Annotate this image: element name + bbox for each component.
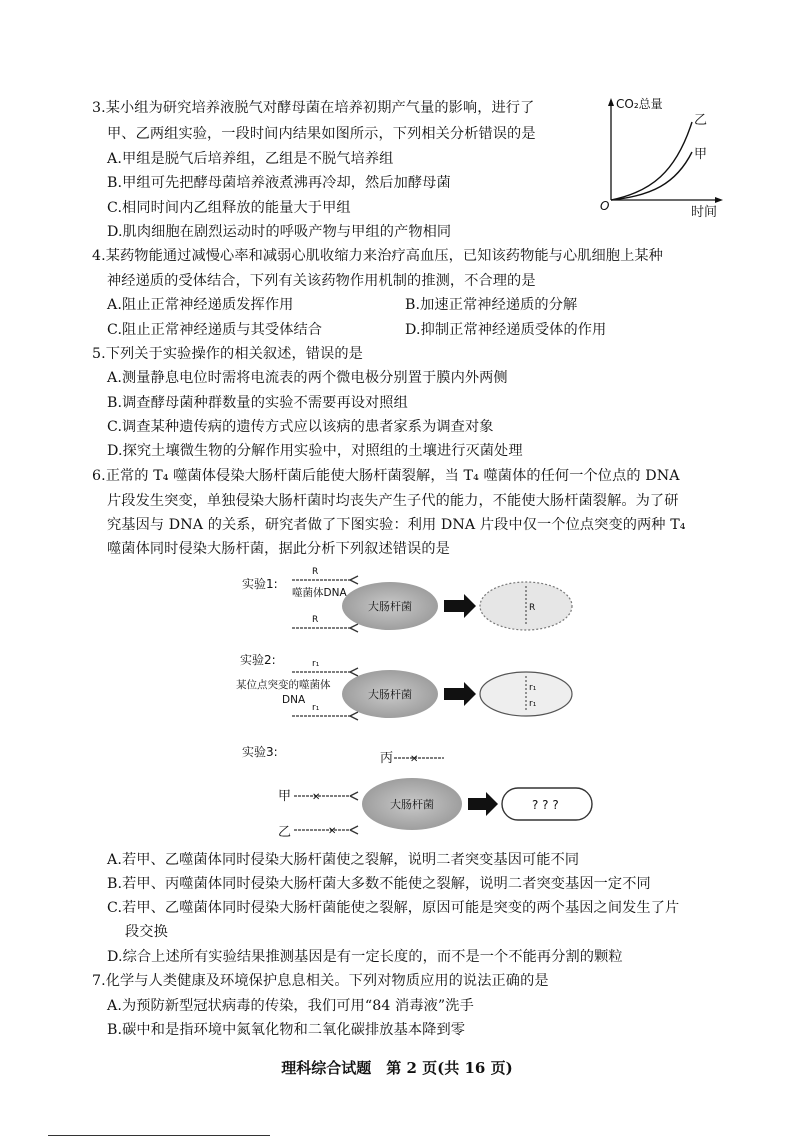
q4-option-b: B.加速正常神经递质的分解 — [405, 297, 578, 313]
exp2-r1-in-cell-top: r₁ — [529, 683, 537, 693]
q3-option-b: B.甲组可先把酵母菌培养液煮沸再冷却，然后加酵母菌 — [107, 175, 451, 191]
exp2-r1-in-cell-bottom: r₁ — [529, 699, 537, 709]
q6-option-a: A.若甲、乙噬菌体同时侵染大肠杆菌使之裂解，说明二者突变基因可能不同 — [107, 852, 580, 868]
curve-yi — [611, 122, 692, 200]
q6-option-d: D.综合上述所有实验结果推测基因是有一定长度的，而不是一个不能再分割的颗粒 — [107, 949, 623, 965]
graph-ylabel: CO₂总量 — [616, 97, 663, 111]
exp3-unknown: ? ? ? — [532, 798, 559, 812]
exp2-label: 实验2: — [240, 653, 276, 667]
q3-option-c: C.相同时间内乙组释放的能量大于甲组 — [107, 200, 351, 216]
q6-option-c-cont: 段交换 — [125, 924, 168, 940]
exp2-mutant-dna-2: DNA — [282, 694, 306, 706]
q7-stem: 7.化学与人类健康及环境保护息息相关。下列对物质应用的说法正确的是 — [92, 973, 549, 989]
svg-text:✕: ✕ — [410, 754, 419, 765]
q4-option-a: A.阻止正常神经递质发挥作用 — [107, 297, 294, 313]
exp2-r1-top: r₁ — [312, 659, 320, 669]
q4-option-c: C.阻止正常神经递质与其受体结合 — [107, 322, 323, 338]
exp1-phage-dna-label: 噬菌体DNA — [292, 587, 347, 599]
q3-stem-line-2: 甲、乙两组实验，一段时间内结果如图所示，下列相关分析错误的是 — [107, 126, 536, 142]
exp1-label: 实验1: — [242, 577, 278, 591]
exp3-bing-label: 丙 — [380, 751, 394, 766]
graph-origin: O — [600, 199, 610, 213]
q3-stem-line-1: 3.某小组为研究培养液脱气对酵母菌在培养初期产气量的影响，进行了 — [92, 100, 535, 116]
exp2-r1-bottom: r₁ — [312, 703, 320, 713]
curve-label-jia: 甲 — [694, 147, 708, 162]
q4-stem-line-1: 4.某药物能通过减慢心率和减弱心肌收缩力来治疗高血压，已知该药物能与心肌细胞上某种 — [92, 248, 663, 264]
page-footer: 理科综合试题 第 2 页(共 16 页) — [281, 1059, 513, 1077]
svg-text:✕: ✕ — [328, 826, 337, 837]
q6-stem-line-3: 究基因与 DNA 的关系，研究者做了下图实验：利用 DNA 片段中仅一个位点突变的两种 T₄ — [107, 517, 686, 533]
curve-jia — [611, 152, 692, 200]
graph-xlabel: 时间 — [691, 205, 718, 220]
exp1-R-bottom: R — [312, 615, 319, 625]
exp3-label: 实验3: — [242, 745, 278, 759]
exp1-R-in-cell: R — [529, 603, 536, 613]
q6-stem-line-1: 6.正常的 T₄ 噬菌体侵染大肠杆菌后能使大肠杆菌裂解，当 T₄ 噬菌体的任何一个位点的 DNA — [92, 468, 680, 484]
q7-option-a: A.为预防新型冠状病毒的传染，我们可用“84 消毒液”洗手 — [107, 998, 474, 1014]
q4-stem-line-2: 神经递质的受体结合，下列有关该药物作用机制的推测，不合理的是 — [107, 273, 536, 289]
bottom-rule — [48, 1135, 270, 1136]
exp3-jia-label: 甲 — [278, 789, 292, 804]
q5-stem: 5.下列关于实验操作的相关叙述，错误的是 — [92, 346, 363, 362]
q6-option-c: C.若甲、乙噬菌体同时侵染大肠杆菌能使之裂解，原因可能是突变的两个基因之间发生了片 — [107, 900, 680, 916]
q3-option-a: A.甲组是脱气后培养组，乙组是不脱气培养组 — [107, 151, 394, 167]
q6-stem-line-2: 片段发生突变，单独侵染大肠杆菌时均丧失产生子代的能力，不能使大肠杆菌裂解。为了研 — [107, 493, 679, 509]
exp2-ecoli-label: 大肠杆菌 — [368, 688, 412, 701]
exp3-yi-label: 乙 — [278, 825, 292, 838]
q7-option-b: B.碳中和是指环境中氮氧化物和二氧化碳排放基本降到零 — [107, 1022, 466, 1038]
q6-option-b: B.若甲、丙噬菌体同时侵染大肠杆菌大多数不能使之裂解，说明二者突变基因一定不同 — [107, 876, 651, 892]
exp1-R-top: R — [312, 567, 319, 577]
q3-option-d: D.肌肉细胞在剧烈运动时的呼吸产物与甲组的产物相同 — [107, 224, 452, 240]
q3-co2-graph — [596, 92, 726, 222]
q4-option-d: D.抑制正常神经递质受体的作用 — [405, 322, 607, 338]
exp3-ecoli-label: 大肠杆菌 — [390, 798, 434, 811]
q5-option-b: B.调查酵母菌种群数量的实验不需要再设对照组 — [107, 395, 408, 411]
q5-option-d: D.探究土壤微生物的分解作用实验中，对照组的土壤进行灭菌处理 — [107, 443, 523, 459]
q6-experiment-figure — [230, 560, 610, 838]
q6-stem-line-4: 噬菌体同时侵染大肠杆菌，据此分析下列叙述错误的是 — [107, 541, 450, 557]
exp2-mutant-dna-1: 某位点突变的噬菌体 — [236, 679, 331, 691]
exp1-ecoli-label: 大肠杆菌 — [368, 600, 412, 613]
q5-option-a: A.测量静息电位时需将电流表的两个微电极分别置于膜内外两侧 — [107, 370, 508, 386]
curve-label-yi: 乙 — [694, 113, 708, 128]
svg-text:✕: ✕ — [312, 792, 321, 803]
q5-option-c: C.调查某种遗传病的遗传方式应以该病的患者家系为调查对象 — [107, 419, 494, 435]
